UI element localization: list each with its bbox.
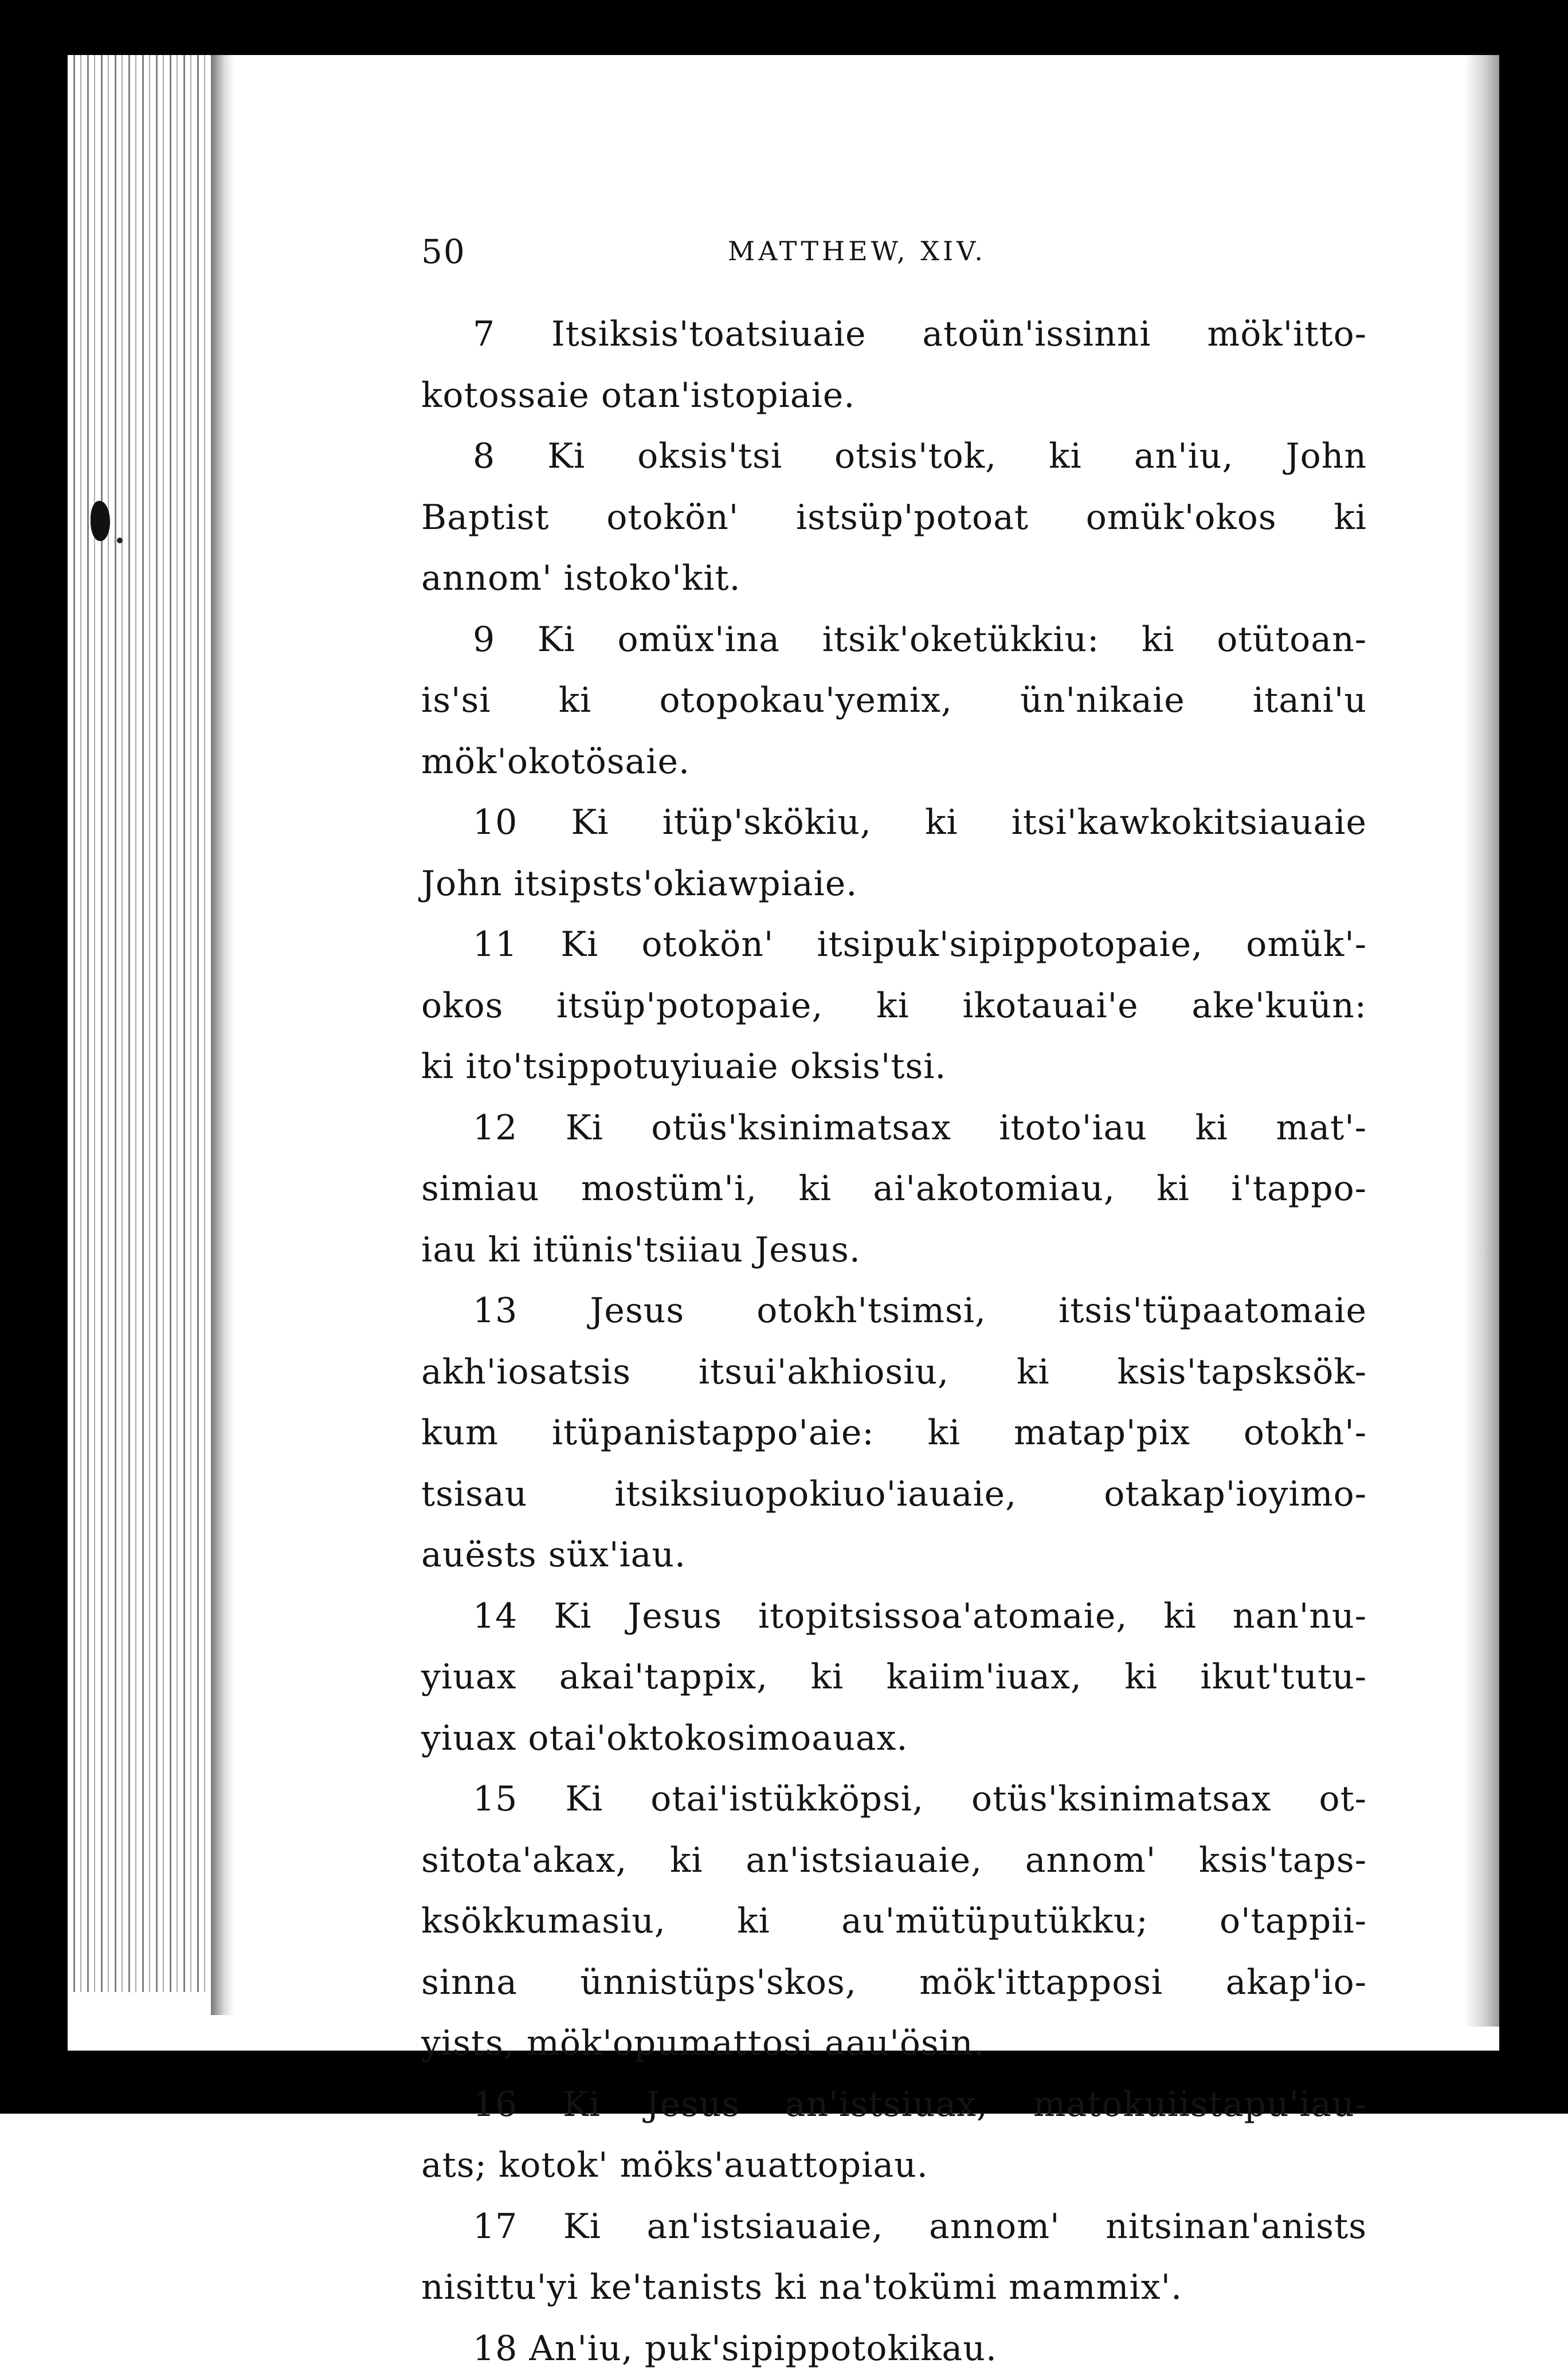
- text-line: 11 Ki otokön' itsipuk'sipippotopaie, omük'-: [421, 914, 1367, 975]
- scan-border-top: [0, 0, 1568, 55]
- text-line: sinna ünnistüps'skos, mök'ittapposi akap'io-: [421, 1952, 1367, 2013]
- printed-text: [421, 232, 1367, 2379]
- text-line: 14 Ki Jesus itopitsissoa'atomaie, ki nan'nu-: [421, 1586, 1367, 1647]
- verse-lines: [421, 304, 1367, 2379]
- text-line: 9 Ki omüx'ina itsik'oketükkiu: ki otütoan-: [421, 609, 1367, 671]
- text-line: 7 Itsiksis'toatsiuaie atoün'issinni mök'itto-: [421, 304, 1367, 365]
- text-line: mök'okotösaie.: [421, 731, 1367, 793]
- text-line: 16 Ki Jesus an'istsiuax, matokuiistapu'iau-: [421, 2074, 1367, 2135]
- text-line: Baptist otokön' istsüp'potoat omük'okos ki: [421, 487, 1367, 548]
- page-edges: [68, 55, 217, 1992]
- text-line: ki ito'tsippotuyiuaie oksis'tsi.: [421, 1036, 1367, 1098]
- text-line: kum itüpanistappo'aie: ki matap'pix otokh'-: [421, 1402, 1367, 1464]
- text-line: tsisau itsiksiuopokiuo'iauaie, otakap'ioyimo-: [421, 1464, 1367, 1525]
- gutter-shadow: [211, 55, 234, 2015]
- text-line: ats; kotok' möks'auattopiau.: [421, 2135, 1367, 2196]
- text-line: 12 Ki otüs'ksinimatsax itoto'iau ki mat'-: [421, 1098, 1367, 1159]
- scan-border-right: [1499, 0, 1568, 2114]
- text-line: 18 An'iu, puk'sipippotokikau.: [421, 2318, 1367, 2379]
- text-line: akh'iosatsis itsui'akhiosiu, ki ksis'tapsksök-: [421, 1342, 1367, 1403]
- text-line: kotossaie otan'istopiaie.: [421, 365, 1367, 426]
- running-title: MATTHEW, XIV.: [728, 236, 986, 266]
- text-line: yists, mök'opumattosi aau'ösin.: [421, 2013, 1367, 2074]
- page-right-edge: [1465, 55, 1499, 2027]
- text-line: iau ki itünis'tsiiau Jesus.: [421, 1220, 1367, 1281]
- text-line: 8 Ki oksis'tsi otsis'tok, ki an'iu, John: [421, 426, 1367, 487]
- text-line: nisittu'yi ke'tanists ki na'tokümi mammix'.: [421, 2257, 1367, 2318]
- page-number: 50: [421, 232, 466, 271]
- text-line: sitota'akax, ki an'istsiauaie, annom' ksis'taps-: [421, 1830, 1367, 1891]
- scan-border-left: [0, 0, 68, 2114]
- text-line: 15 Ki otai'istükköpsi, otüs'ksinimatsax ot-: [421, 1769, 1367, 1830]
- text-line: John itsipsts'okiawpiaie.: [421, 853, 1367, 915]
- ink-blot: [91, 501, 110, 541]
- ink-dot: [117, 538, 123, 543]
- text-line: yiuax otai'oktokosimoauax.: [421, 1708, 1367, 1769]
- text-line: 10 Ki itüp'skökiu, ki itsi'kawkokitsiauaie: [421, 792, 1367, 853]
- text-line: 13 Jesus otokh'tsimsi, itsis'tüpaatomaie: [421, 1280, 1367, 1342]
- text-line: yiuax akai'tappix, ki kaiim'iuax, ki ikut'tutu-: [421, 1647, 1367, 1708]
- text-line: is'si ki otopokau'yemix, ün'nikaie itani'u: [421, 670, 1367, 731]
- text-line: annom' istoko'kit.: [421, 548, 1367, 609]
- running-head: [421, 232, 1367, 272]
- text-line: okos itsüp'potopaie, ki ikotauai'e ake'kuün:: [421, 975, 1367, 1037]
- text-line: ksökkumasiu, ki au'mütüputükku; o'tappii-: [421, 1891, 1367, 1952]
- text-line: auësts süx'iau.: [421, 1524, 1367, 1586]
- text-line: simiau mostüm'i, ki ai'akotomiau, ki i'tappo-: [421, 1158, 1367, 1220]
- text-line: 17 Ki an'istsiauaie, annom' nitsinan'anists: [421, 2196, 1367, 2257]
